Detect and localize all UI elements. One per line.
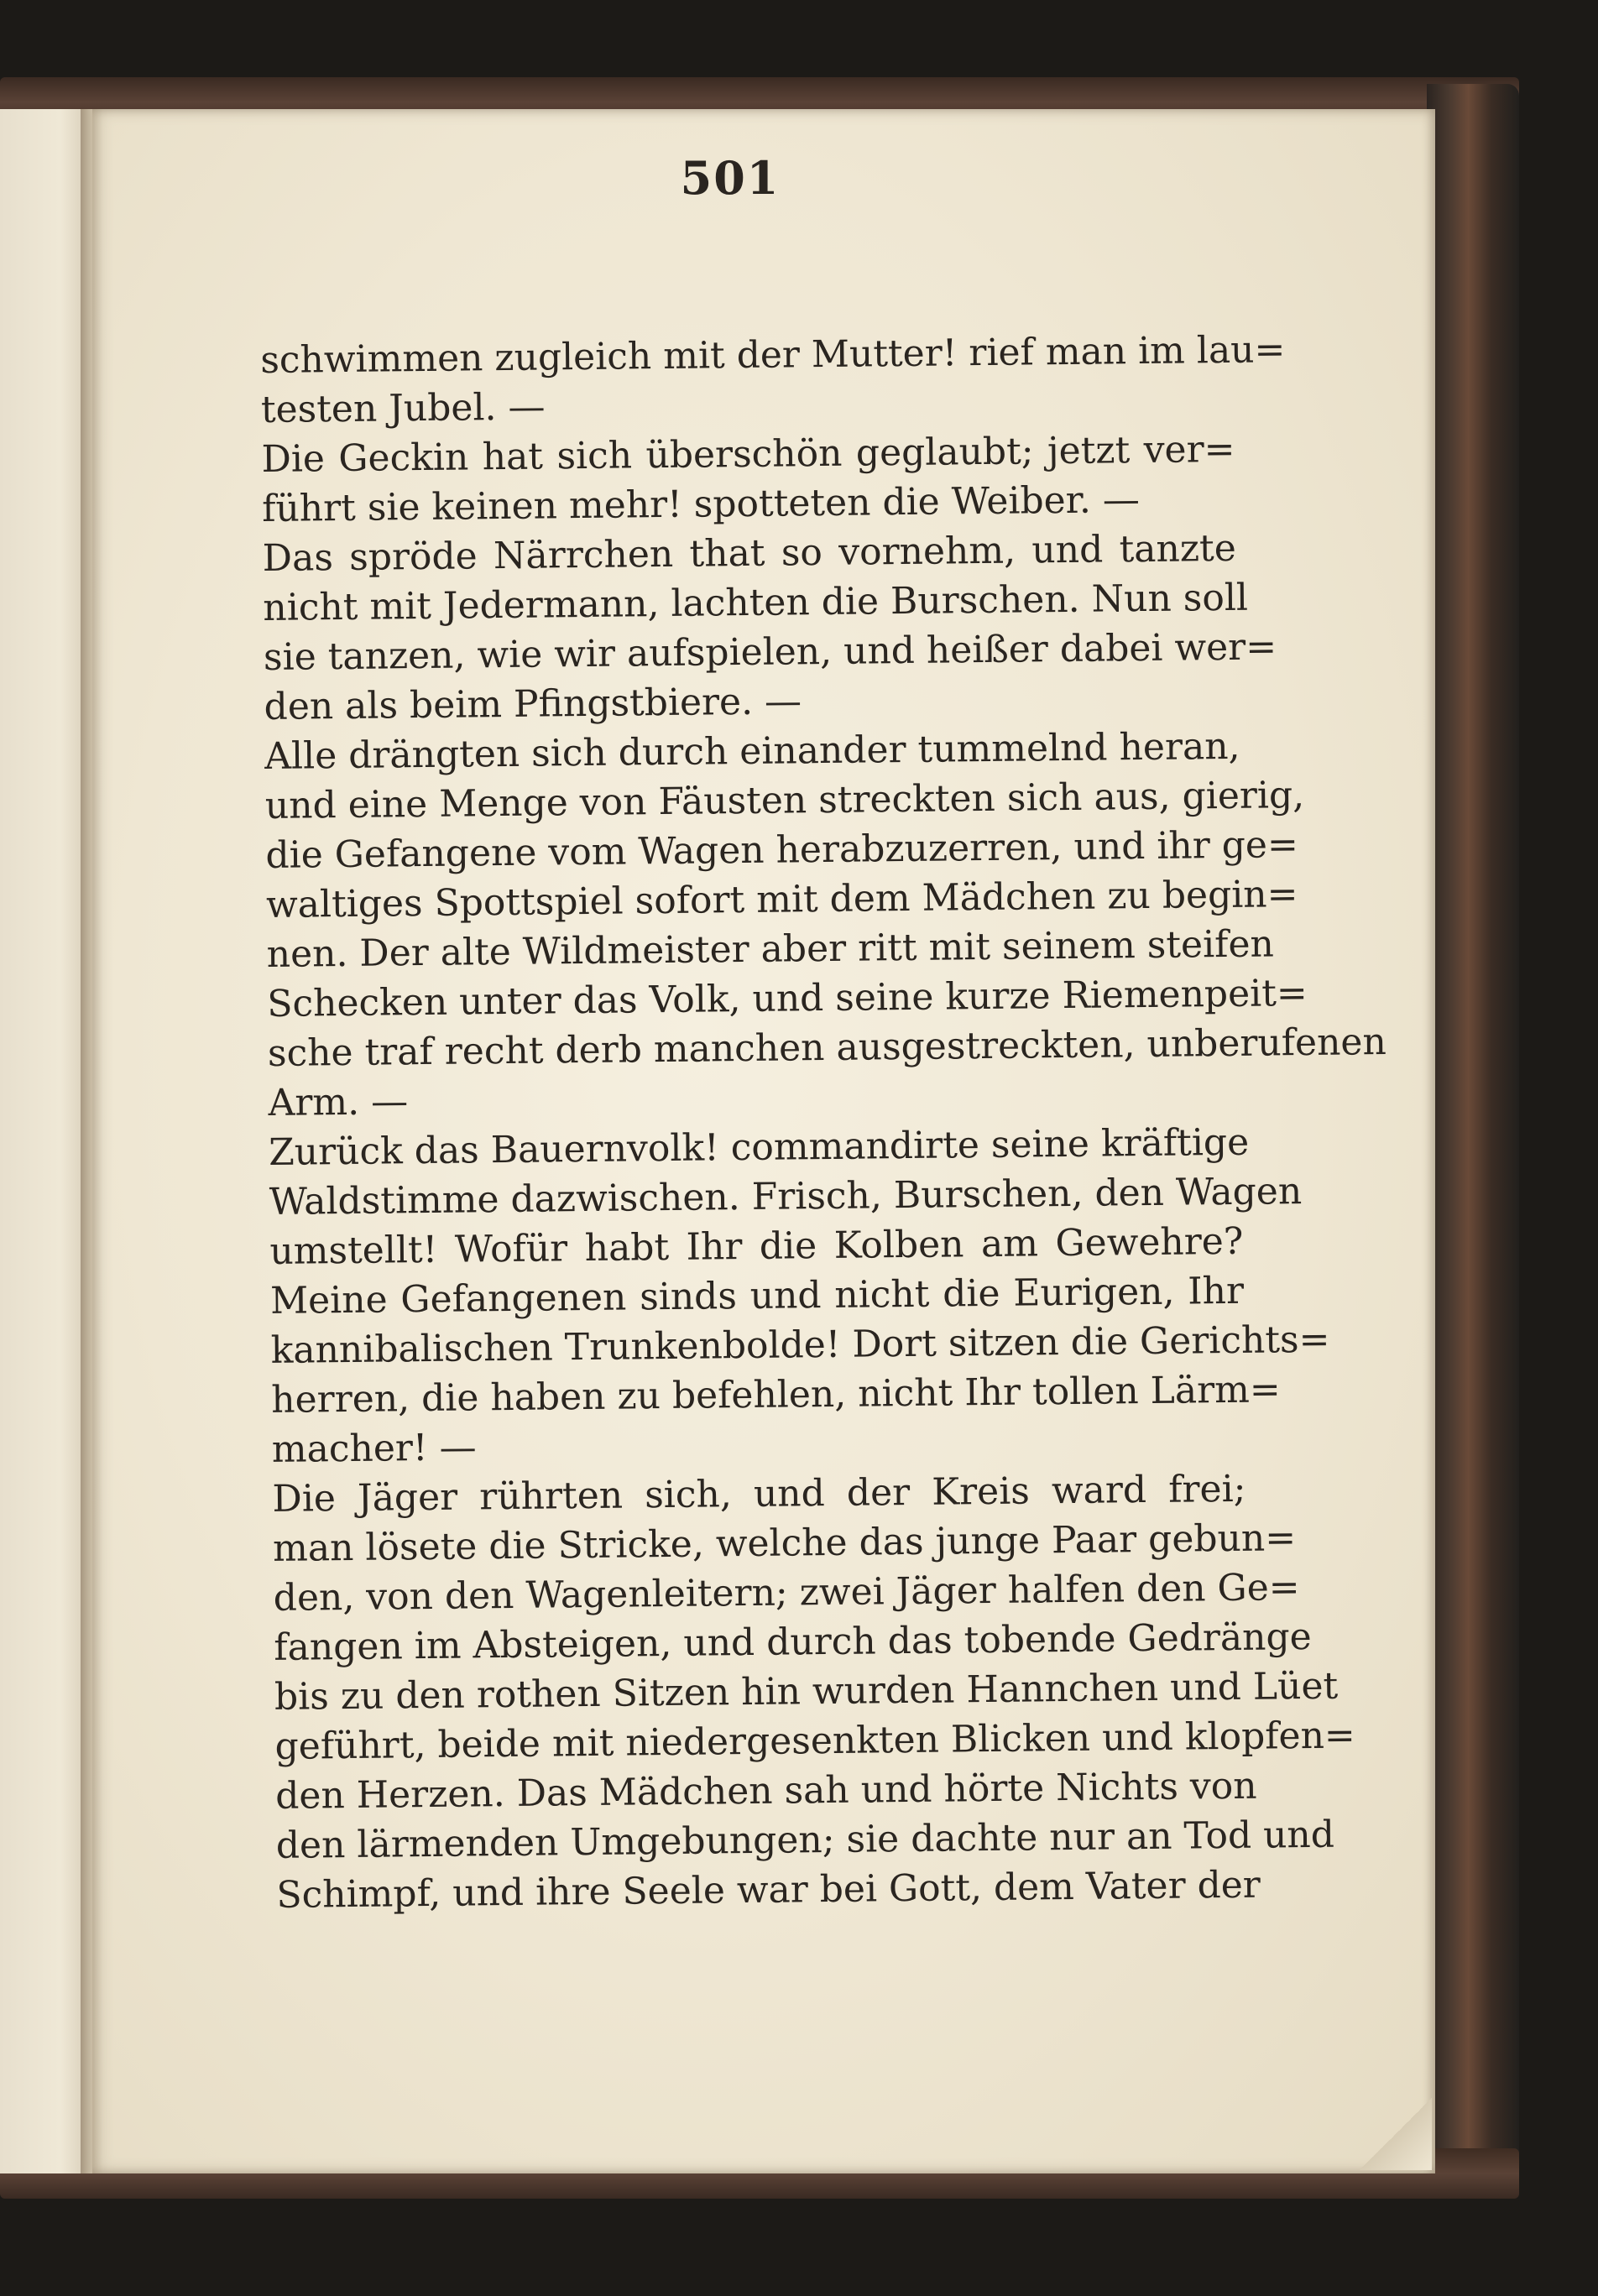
text-line: sie tanzen, wie wir aufspielen, und heißer dabei wer= — [263, 625, 1277, 679]
text-line: den als beim Pfingstbiere. — — [264, 680, 802, 728]
text-line: umstellt! Wofür habt Ihr die Kolben am Gewehre? — [269, 1219, 1244, 1273]
text-line: waltiges Spottspiel sofort mit dem Mädchen zu begin= — [265, 873, 1298, 926]
text-line: geführt, beide mit niedergesenkten Blicken und klopfen= — [274, 1714, 1356, 1768]
text-line: herren, die haben zu befehlen, nicht Ihr tollen Lärm= — [271, 1368, 1282, 1422]
text-line: die Gefangene vom Wagen herabzuzerren, und ihr ge= — [265, 823, 1299, 877]
text-line: nicht mit Jedermann, lachten die Burschen. Nun soll — [263, 576, 1249, 629]
text-line: Meine Gefangenen sinds und nicht die Eurigen, Ihr — [269, 1269, 1245, 1323]
text-line: Das spröde Närrchen that so vornehm, und tanzte — [262, 526, 1236, 580]
page-corner — [1360, 2098, 1432, 2170]
text-line: man lösete die Stricke, welche das junge Paar gebun= — [272, 1516, 1297, 1570]
text-line: und eine Menge von Fäusten streckten sich aus, gierig, — [264, 774, 1305, 827]
text-line: testen Jubel. — — [260, 385, 546, 431]
text-line: Alle drängten sich durch einander tummelnd heran, — [264, 724, 1240, 778]
text-line: Die Jäger rührten sich, und der Kreis ward frei; — [272, 1467, 1246, 1521]
text-line: fangen im Absteigen, und durch das tobende Gedränge — [274, 1615, 1312, 1669]
text-line: führt sie keinen mehr! spotteten die Weiber. — — [261, 478, 1141, 530]
text-line: schwimmen zugleich mit der Mutter! rief man im lau= — [260, 328, 1286, 382]
text-line: den, von den Wagenleitern; zwei Jäger halfen den Ge= — [273, 1566, 1300, 1620]
body-text — [260, 326, 1387, 1920]
page-number: 501 — [680, 151, 781, 205]
text-line: bis zu den rothen Sitzen hin wurden Hannchen und Lüet — [274, 1664, 1339, 1719]
text-line: nen. Der alte Wildmeister aber ritt mit seinem steifen — [266, 922, 1275, 976]
text-line: Zurück das Bauernvolk! commandirte seine kräftige — [268, 1120, 1250, 1174]
text-line: sche traf recht derb manchen ausgestreckten, unberufenen — [267, 1020, 1387, 1075]
text-line: Schecken unter das Volk, und seine kurze Riemenpeit= — [267, 971, 1308, 1025]
text-line: Arm. — — [268, 1080, 409, 1125]
text-line: kannibalischen Trunkenbolde! Dort sitzen die Gerichts= — [270, 1318, 1330, 1372]
text-line: Schimpf, und ihre Seele war bei Gott, dem Vater der — [276, 1863, 1261, 1917]
text-line: macher! — — [271, 1426, 477, 1471]
text-line: den Herzen. Das Mädchen sah und hörte Nichts von — [274, 1764, 1257, 1818]
text-line: Die Geckin hat sich überschön geglaubt; jetzt ver= — [261, 427, 1235, 481]
book-cover-right-edge — [1427, 84, 1519, 2199]
page-gutter-shadow — [81, 109, 102, 2173]
text-line: den lärmenden Umgebungen; sie dachte nur an Tod und — [275, 1813, 1335, 1867]
text-line: Waldstimme dazwischen. Frisch, Burschen, den Wagen — [269, 1170, 1303, 1224]
